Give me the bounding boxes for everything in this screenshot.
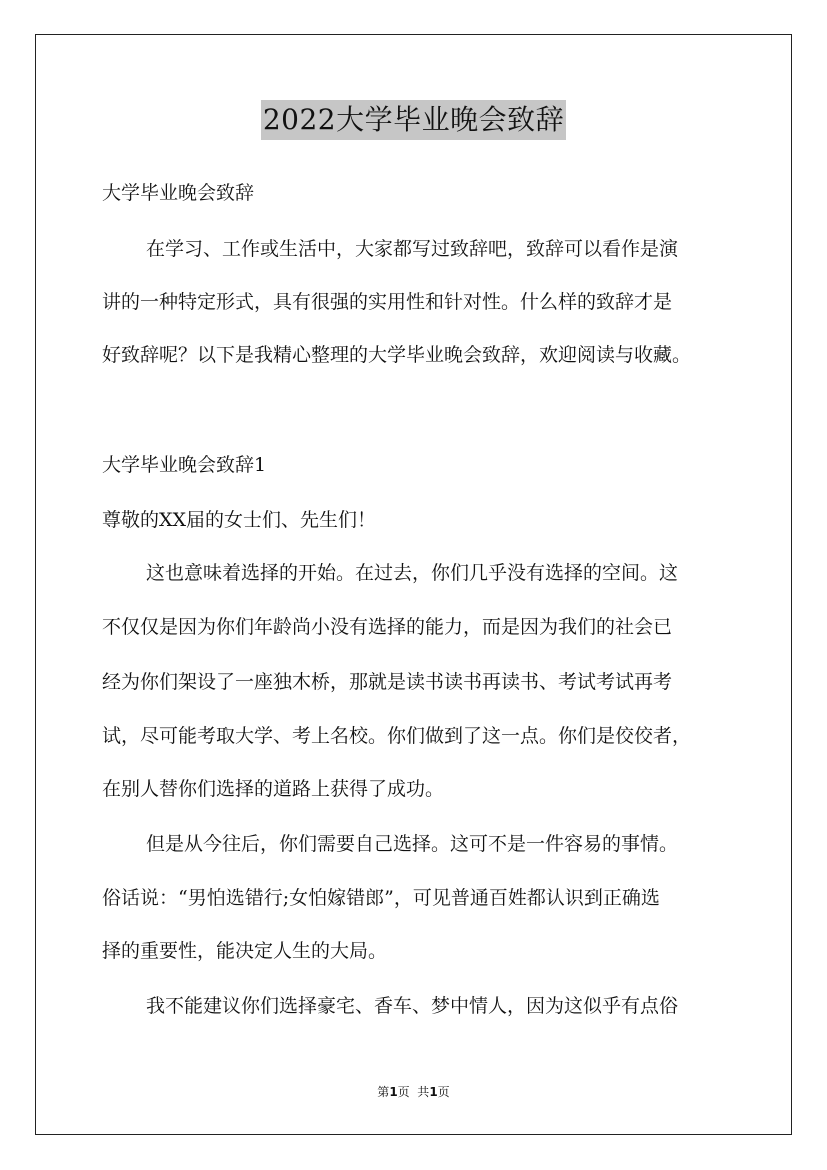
footer-total-pages: 1: [429, 1085, 438, 1099]
paragraph-line: 经为你们架设了一座独木桥，那就是读书读书再读书、考试考试再考: [102, 671, 673, 693]
footer-suffix: 页: [437, 1085, 450, 1099]
paragraph-line: 但是从今往后，你们需要自己选择。这可不是一件容易的事情。: [146, 833, 679, 855]
paragraph-line: 俗话说：“男怕选错行;女怕嫁错郎”，可见普通百姓都认识到正确选: [102, 887, 660, 909]
page-footer: [0, 1083, 827, 1100]
paragraph-line: 在别人替你们选择的道路上获得了成功。: [102, 778, 445, 800]
paragraph-line: 讲的一种特定形式，具有很强的实用性和针对性。什么样的致辞才是: [102, 291, 673, 313]
section-heading: 大学毕业晚会致辞1: [102, 454, 267, 476]
document-title: 2022大学毕业晚会致辞: [261, 100, 566, 140]
footer-middle: 页 共: [397, 1085, 430, 1099]
paragraph-line: 这也意味着选择的开始。在过去，你们几乎没有选择的空间。这: [146, 562, 679, 584]
footer-prefix: 第: [377, 1085, 390, 1099]
section-heading: 大学毕业晚会致辞: [102, 182, 255, 204]
paragraph-line: 不仅仅是因为你们年龄尚小没有选择的能力，而是因为我们的社会已: [102, 616, 673, 638]
salutation: 尊敬的XX届的女士们、先生们！: [102, 509, 377, 531]
paragraph-line: 择的重要性，能决定人生的大局。: [102, 940, 388, 962]
paragraph-line: 在学习、工作或生活中，大家都写过致辞吧，致辞可以看作是演: [146, 238, 679, 260]
footer-page-number: 1: [389, 1085, 398, 1099]
title-container: [0, 100, 827, 140]
paragraph-line: 试，尽可能考取大学、考上名校。你们做到了这一点。你们是佼佼者，: [102, 725, 692, 747]
paragraph-line: 我不能建议你们选择豪宅、香车、梦中情人，因为这似乎有点俗: [146, 995, 679, 1017]
paragraph-line: 好致辞呢？以下是我精心整理的大学毕业晚会致辞，欢迎阅读与收藏。: [102, 344, 692, 366]
